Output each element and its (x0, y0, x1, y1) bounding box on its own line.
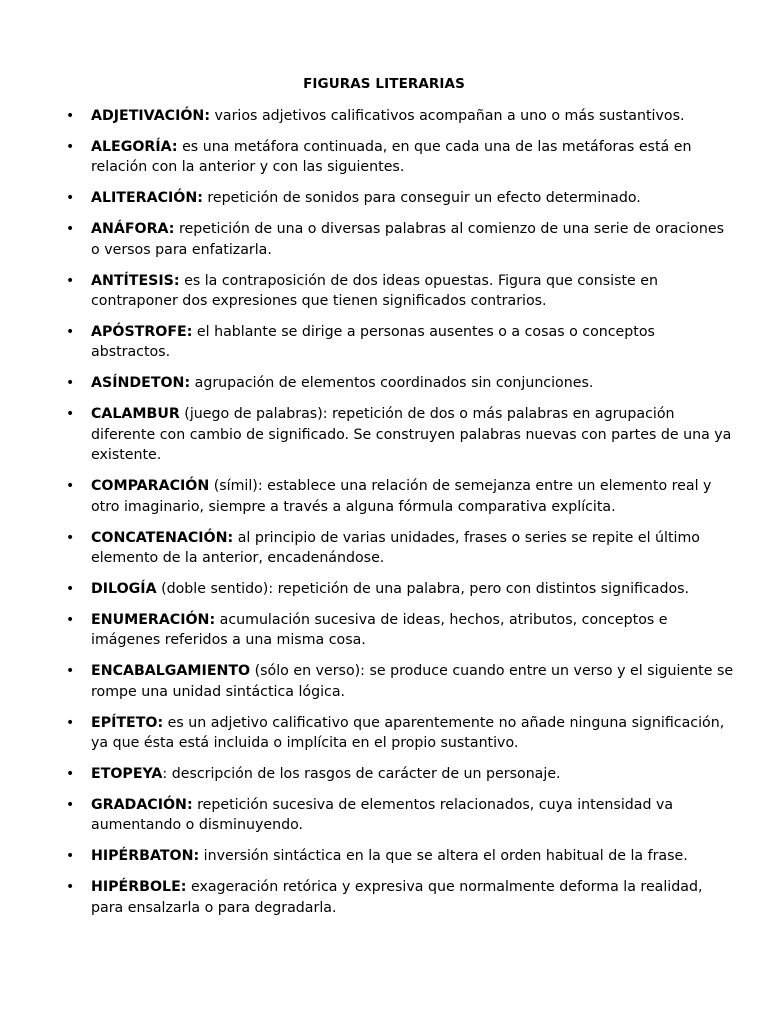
bullet-icon: • (66, 879, 75, 896)
term-separator: : (227, 529, 234, 546)
term-separator: : (257, 478, 263, 495)
term: ASÍNDETON (91, 375, 185, 392)
list-item (64, 713, 736, 754)
term-separator: : (204, 108, 210, 124)
list-item (64, 404, 736, 466)
bullet-icon: • (66, 478, 75, 495)
definition: repetición de una palabra, pero con distintos significados. (273, 580, 690, 597)
bullet-icon: • (66, 765, 75, 782)
term-note: (símil) (209, 478, 258, 495)
list-item (64, 764, 736, 785)
term-note: (sólo en verso) (250, 663, 361, 680)
list-item (64, 528, 736, 569)
term-separator: : (168, 221, 175, 238)
list-item (64, 579, 736, 600)
list-item (64, 271, 736, 312)
term: ANÁFORA (91, 221, 169, 238)
list-item (64, 106, 736, 127)
bullet-icon: • (66, 323, 75, 340)
definition: varios adjetivos calificativos acompañan a uno o más sustantivos. (210, 108, 685, 124)
term-separator: : (197, 190, 203, 207)
bullet-icon: • (66, 406, 75, 423)
term-separator: : (360, 663, 365, 680)
definition: establece una relación de semejanza entre un elemento real y otro imaginario, siempre a través a alguna fórmula comparativa explícita. (91, 478, 712, 515)
definition: es un adjetivo calificativo que aparentemente no añade ninguna significación, ya que ésta está incluida o implícita en el propio sustantivo. (91, 714, 725, 752)
definition: es una metáfora continuada, en que cada una de las metáforas está en relación con la anterior y con las siguientes. (91, 138, 692, 176)
definition: repetición de dos o más palabras en agrupación diferente con cambio de significado. Se construyen palabras nuevas con partes de una ya existente. (91, 406, 732, 464)
term: CONCATENACIÓN (91, 529, 228, 546)
term: ANTÍTESIS (91, 272, 174, 289)
definition: es la contraposición de dos ideas opuestas. Figura que consiste en contraponer dos expresiones que tienen significados contrarios. (91, 272, 659, 310)
term: DILOGÍA (91, 580, 157, 597)
term-separator: : (186, 796, 193, 813)
definition: se produce cuando entre un verso y el siguiente se rompe una unidad sintáctica lógica. (91, 663, 734, 700)
bullet-icon: • (66, 108, 75, 124)
definition: al principio de varias unidades, frases o series se repite el último elemento de la anterior, encadenándose. (91, 529, 700, 567)
definition: repetición de una o diversas palabras al comienzo de una serie de oraciones o versos para enfatizarla. (91, 221, 724, 258)
list-item (64, 877, 736, 918)
term: COMPARACIÓN (91, 478, 210, 495)
definition: repetición de sonidos para conseguir un efecto determinado. (202, 190, 641, 207)
list-item (64, 373, 736, 394)
term: ALEGORÍA (91, 138, 172, 155)
bullet-icon: • (66, 611, 75, 628)
term: ETOPEYA (91, 765, 163, 782)
term-separator: : (171, 138, 178, 155)
page-title: FIGURAS LITERARIAS (303, 76, 465, 92)
list-item (64, 610, 736, 651)
term: ADJETIVACIÓN (91, 108, 205, 124)
definition: el hablante se dirige a personas ausentes o a cosas o conceptos abstractos. (91, 323, 655, 361)
bullet-icon: • (66, 272, 75, 289)
term-separator: : (322, 406, 328, 423)
bullet-icon: • (66, 190, 75, 207)
figures-list (64, 106, 736, 929)
bullet-icon: • (66, 221, 75, 238)
term-separator: : (184, 375, 191, 392)
term-note: (juego de palabras) (179, 406, 323, 423)
term-separator: : (162, 765, 168, 782)
list-item (64, 846, 736, 867)
list-item (64, 188, 736, 209)
definition: exageración retórica y expresiva que normalmente deforma la realidad, para ensalzarla o para degradarla. (91, 879, 703, 916)
term: HIPÉRBOLE (91, 879, 181, 896)
bullet-icon: • (66, 580, 75, 597)
list-item (64, 137, 736, 178)
term-separator: : (157, 714, 164, 731)
definition: inversión sintáctica en la que se altera el orden habitual de la frase. (199, 848, 688, 865)
definition: descripción de los rasgos de carácter de un personaje. (167, 765, 561, 782)
term-separator: : (268, 580, 274, 597)
list-item (64, 661, 736, 702)
bullet-icon: • (66, 529, 75, 546)
term-separator: : (186, 323, 193, 340)
list-item (64, 322, 736, 363)
bullet-icon: • (66, 714, 75, 731)
term-separator: : (173, 272, 180, 289)
bullet-icon: • (66, 796, 75, 813)
bullet-icon: • (66, 848, 75, 865)
term: ENCABALGAMIENTO (91, 663, 251, 680)
term-separator: : (209, 611, 216, 628)
term-note: (doble sentido) (156, 580, 269, 597)
term-separator: : (180, 879, 187, 896)
term: CALAMBUR (91, 406, 180, 423)
bullet-icon: • (66, 138, 75, 155)
term: GRADACIÓN (91, 796, 187, 813)
definition: acumulación sucesiva de ideas, hechos, atributos, conceptos e imágenes referidos a una misma cosa. (91, 611, 668, 649)
term: ENUMERACIÓN (91, 611, 210, 628)
definition: repetición sucesiva de elementos relacionados, cuya intensidad va aumentando o disminuyendo. (91, 796, 674, 834)
term-separator: : (193, 848, 200, 865)
list-item (64, 219, 736, 260)
term: EPÍTETO (91, 714, 158, 731)
bullet-icon: • (66, 375, 75, 392)
definition: agrupación de elementos coordinados sin conjunciones. (190, 375, 594, 392)
term: HIPÉRBATON (91, 848, 194, 865)
list-item (64, 476, 736, 517)
term: APÓSTROFE (91, 323, 187, 340)
term: ALITERACIÓN (91, 190, 198, 207)
list-item (64, 795, 736, 836)
bullet-icon: • (66, 663, 75, 680)
